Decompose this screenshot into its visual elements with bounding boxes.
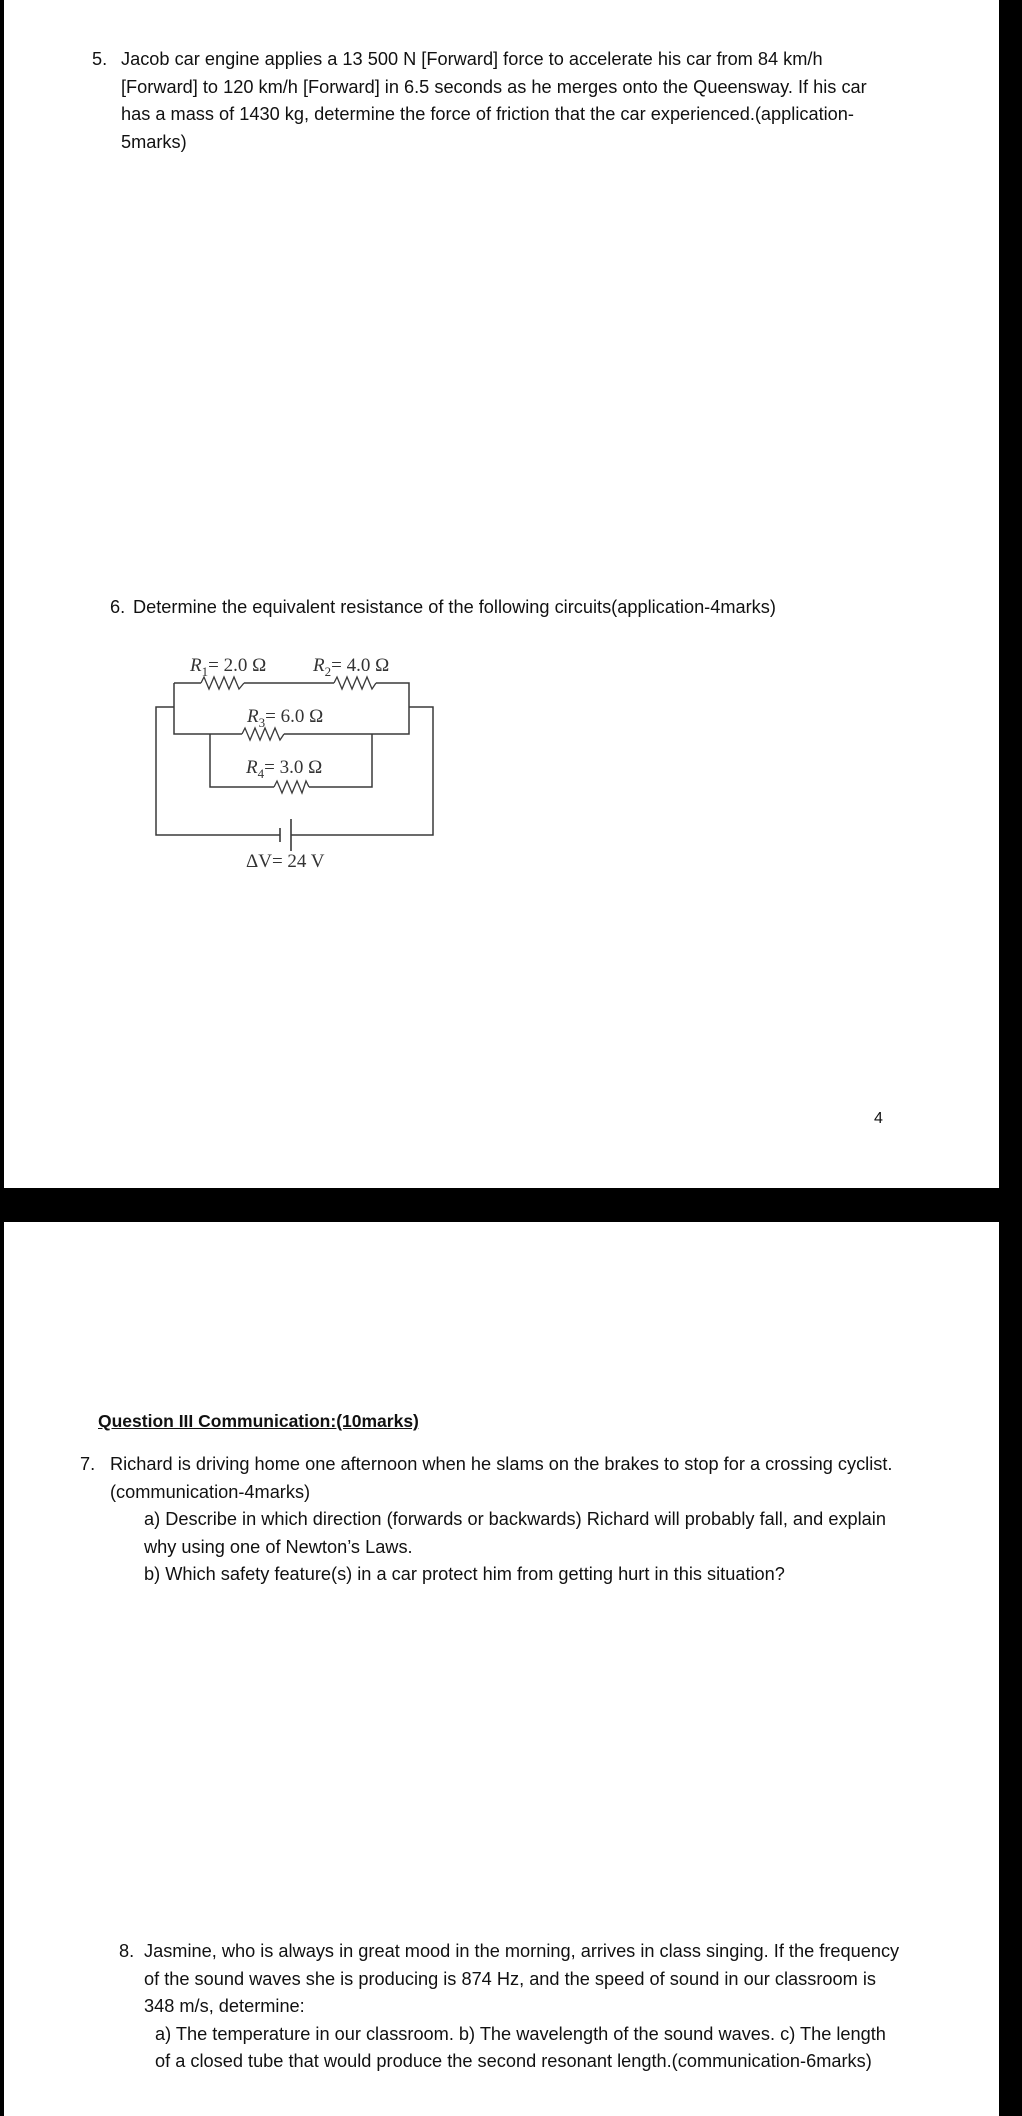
circuit-diagram bbox=[144, 645, 454, 875]
question-8-line-1: Jasmine, who is always in great mood in the morning, arrives in class singing. If the frequency bbox=[144, 1941, 900, 1961]
question-6-number: 6. bbox=[110, 597, 126, 617]
question-5-line-1: Jacob car engine applies a 13 500 N [Forward] force to accelerate his car from 84 km/h bbox=[121, 49, 823, 69]
question-8-parts-line-2: of a closed tube that would produce the second resonant length.(communication-6marks) bbox=[155, 2051, 872, 2071]
question-8-line-3: 348 m/s, determine: bbox=[144, 1996, 305, 2016]
resistor-r4 bbox=[274, 781, 309, 793]
question-5-line-3: has a mass of 1430 kg, determine the force of friction that the car experienced.(application- bbox=[121, 104, 854, 124]
section-heading: Question III Communication:(10marks) bbox=[98, 1411, 419, 1431]
voltage-label: ΔV= 24 V bbox=[246, 851, 325, 872]
question-7-line-1: Richard is driving home one afternoon when he slams on the brakes to stop for a crossing cyclist. bbox=[110, 1454, 893, 1474]
question-5-number: 5. bbox=[92, 49, 108, 69]
worksheet-page-1 bbox=[4, 0, 999, 1188]
r1-label: $R_1= 2.0$ Ω bbox=[190, 655, 267, 679]
question-7-part-a-line-1: a) Describe in which direction (forwards or backwards) Richard will probably fall, and explain bbox=[144, 1509, 886, 1529]
question-7-part-a-line-2: why using one of Newton’s Laws. bbox=[144, 1536, 413, 1557]
question-7-part-b: b) Which safety feature(s) in a car protect him from getting hurt in this situation? bbox=[144, 1564, 785, 1584]
r3-label: $R_3= 6.0$ Ω bbox=[247, 706, 324, 730]
question-6-text: Determine the equivalent resistance of the following circuits(application-4marks) bbox=[133, 597, 776, 617]
worksheet-page-2 bbox=[4, 1222, 999, 2116]
resistor-r2 bbox=[334, 677, 376, 689]
r2-label: $R_2= 4.0$ Ω bbox=[313, 655, 390, 679]
question-5-line-2: [Forward] to 120 km/h [Forward] in 6.5 seconds as he merges onto the Queensway. If his car bbox=[121, 76, 867, 97]
question-7-number: 7. bbox=[80, 1454, 96, 1474]
question-8-number: 8. bbox=[119, 1941, 135, 1961]
r4-label: $R_4= 3.0$ Ω bbox=[246, 757, 323, 781]
question-8-parts-line-1: a) The temperature in our classroom. b) The wavelength of the sound waves. c) The length bbox=[155, 2023, 886, 2044]
question-7-line-2: (communication-4marks) bbox=[110, 1481, 311, 1502]
question-5-line-4: 5marks) bbox=[121, 131, 187, 152]
question-8-line-2: of the sound waves she is producing is 874 Hz, and the speed of sound in our classroom is bbox=[144, 1968, 876, 1989]
page-number: 4 bbox=[874, 1110, 883, 1127]
battery-icon bbox=[280, 819, 291, 851]
